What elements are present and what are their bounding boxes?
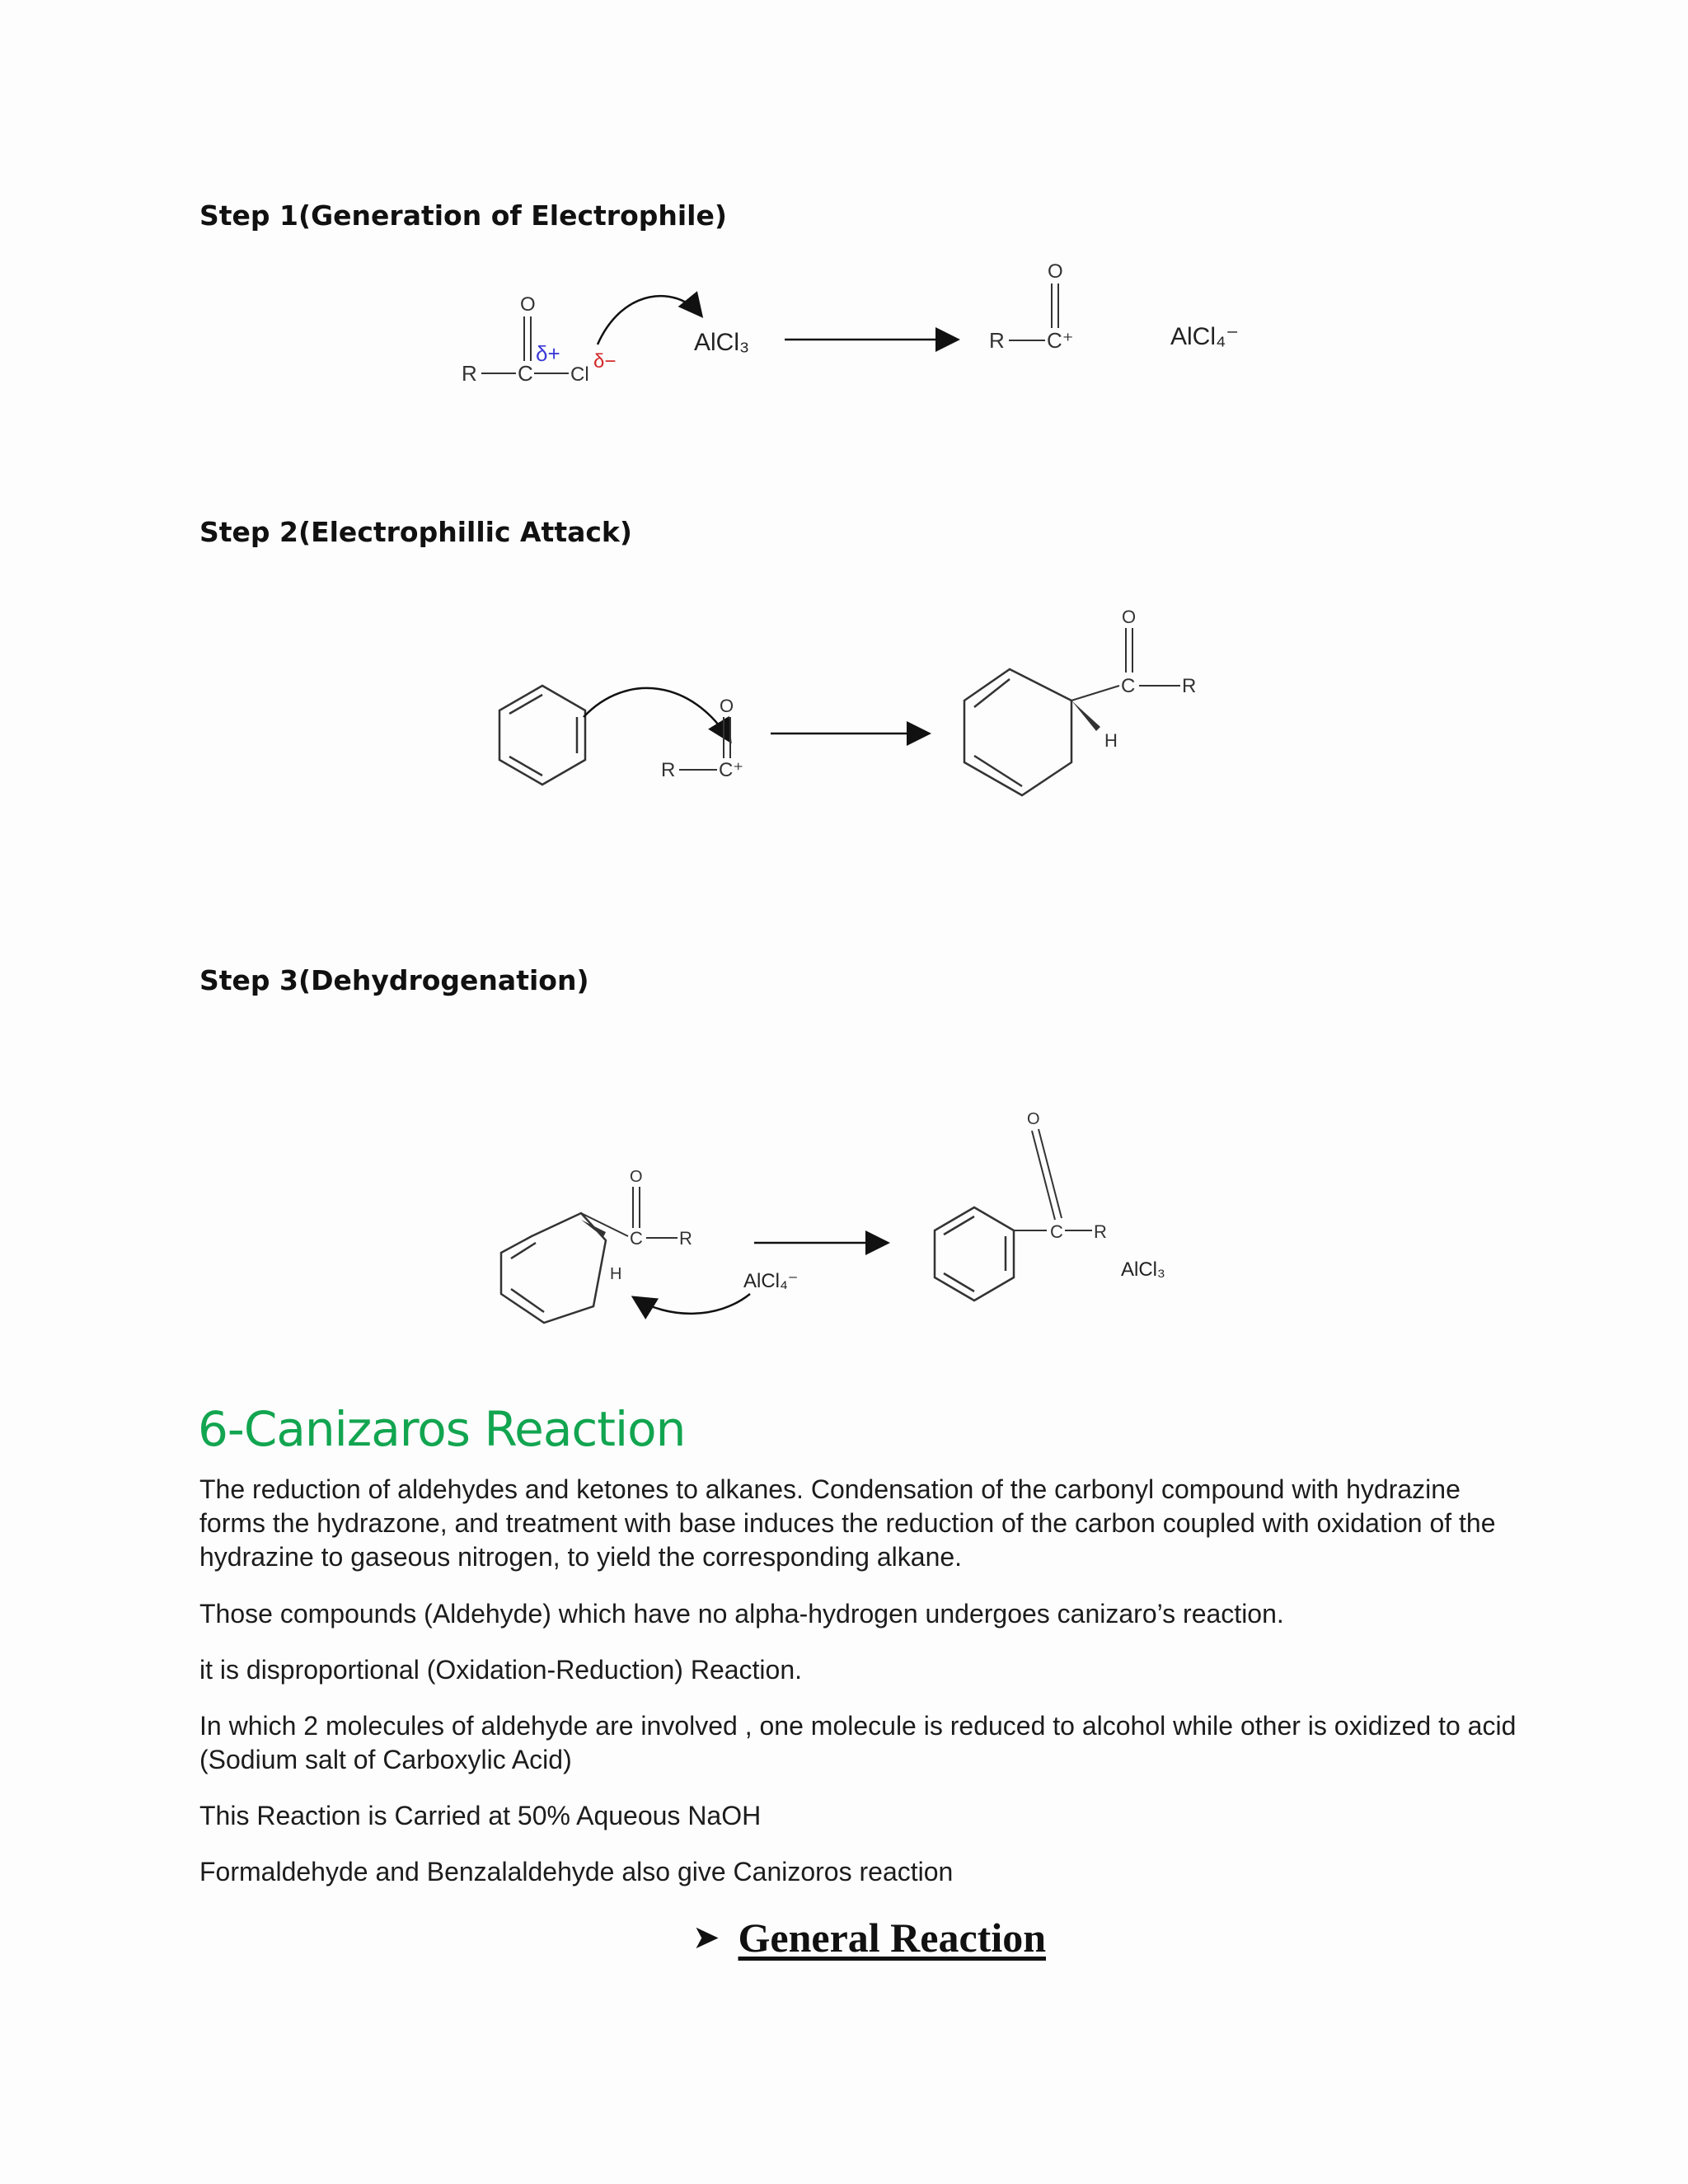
paragraph-5: This Reaction is Carried at 50% Aqueous NaOH [199,1801,762,1830]
step-3-heading: Step 3(Dehydrogenation) [199,964,589,996]
step-3-scheme [486,1096,1228,1368]
c-plus-label-2: C⁺ [719,759,743,781]
alcl3-label-3: AlCl₃ [1121,1258,1165,1281]
cl-label: Cl [570,363,589,386]
o-label-2b: O [1122,607,1137,627]
r-label-3: R [679,1228,692,1249]
o-label: O [520,293,536,316]
general-reaction-heading [692,1914,1046,1961]
h-label-3: H [610,1265,622,1283]
c-plus-label: C⁺ [1047,328,1074,353]
general-reaction-text: General Reaction [738,1915,1047,1961]
section-title: 6-Canizaros Reaction [198,1401,686,1457]
step-2-heading: Step 2(Electrophillic Attack) [199,516,632,548]
step-2-scheme [445,593,1253,841]
c-label: C [518,361,533,386]
step-1-scheme [429,247,1319,429]
o-label-2: O [720,696,734,716]
paragraph-1: The reduction of aldehydes and ketones to alkanes. Condensation of the carbonyl compound with hydrazine forms the hydrazone, and treatment with base induces the reduction of the carbon coupled with oxidation of the hydrazine to gaseous nitrogen, to yield the corresponding alkane. [199,1474,1496,1572]
paragraph-3: it is disproportional (Oxidation-Reduction) Reaction. [199,1655,803,1685]
r-label-3b: R [1094,1221,1107,1242]
arrow-bullet-icon: ➤ [692,1919,720,1957]
o-label-product: O [1048,260,1063,283]
alcl4-label: AlCl₄⁻ [1170,323,1240,350]
c-label-3b: C [1050,1221,1063,1242]
alcl4-label-3: AlCl₄⁻ [743,1270,799,1292]
delta-minus: δ− [593,350,617,373]
paragraph-2: Those compounds (Aldehyde) which have no alpha-hydrogen undergoes canizaro’s reaction. [199,1599,1284,1629]
paragraph-6: Formaldehyde and Benzalaldehyde also give Canizoros reaction [199,1857,954,1886]
r-label-2b: R [1182,675,1197,697]
r-label-product: R [989,328,1005,353]
step-1-heading: Step 1(Generation of Electrophile) [199,199,727,232]
r-label-2: R [661,759,676,781]
o-label-3: O [630,1168,643,1186]
alcl3-label: AlCl₃ [694,329,750,356]
o-label-3b: O [1027,1110,1040,1128]
h-label-2: H [1104,730,1118,751]
paragraph-4: In which 2 molecules of aldehyde are involved , one molecule is reduced to alcohol while other is oxidized to acid (Sodium salt of Carboxylic Acid) [199,1711,1517,1774]
c-label-3: C [630,1228,643,1249]
c-label-2: C [1121,675,1136,697]
r-label: R [462,361,477,386]
delta-plus: δ+ [536,341,560,366]
